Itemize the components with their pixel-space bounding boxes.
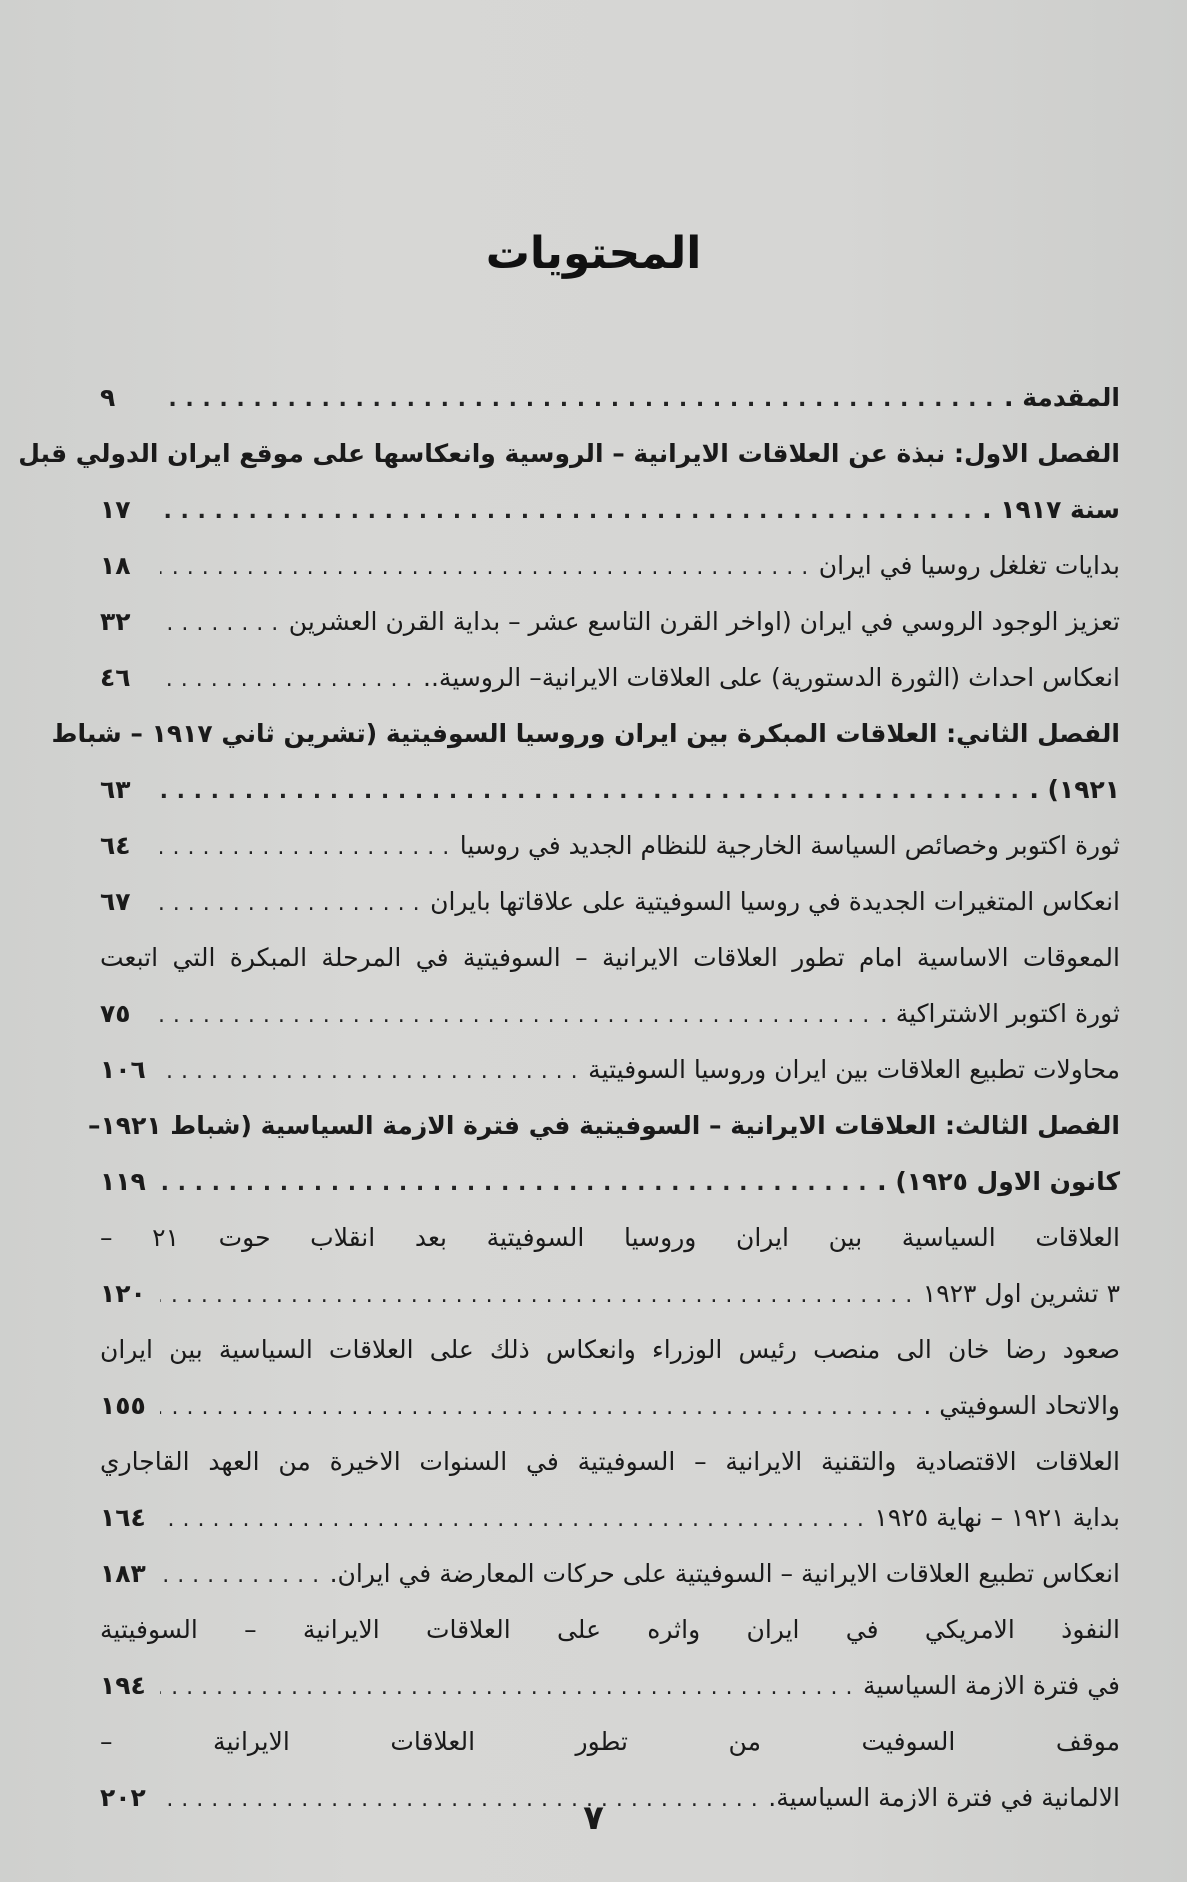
dot-leader bbox=[160, 652, 423, 708]
toc-entry-title: ثورة اكتوبر الاشتراكية . bbox=[879, 999, 1120, 1028]
toc-entry-introduction[interactable] bbox=[100, 370, 1120, 426]
toc-page-number: ٣٢ bbox=[100, 607, 131, 636]
toc-page-number: ١٢٠ bbox=[100, 1279, 146, 1308]
toc-entry-line bbox=[100, 1322, 1120, 1378]
toc-entry-last-line bbox=[100, 370, 1120, 426]
toc-entry-title: بدايات تغلغل روسيا في ايران bbox=[818, 551, 1120, 580]
table-of-contents bbox=[18, 370, 1120, 1826]
toc-entry-last-line bbox=[100, 650, 1120, 706]
toc-page-number: ١٧ bbox=[100, 495, 131, 524]
toc-page-number: ٢٠٢ bbox=[100, 1783, 146, 1812]
toc-entry[interactable] bbox=[100, 538, 1120, 594]
toc-entry-last-line bbox=[100, 1378, 1120, 1434]
toc-entry-line bbox=[51, 706, 1120, 762]
dot-leader bbox=[160, 484, 982, 540]
toc-entry-title: المعوقات الاساسية امام تطور العلاقات الايرانية – السوفيتية في المرحلة المبكرة التي اتبعت bbox=[100, 943, 1120, 972]
toc-page-number: ١٦٤ bbox=[100, 1503, 146, 1532]
toc-entry-line bbox=[100, 1714, 1120, 1770]
toc-entry[interactable] bbox=[100, 594, 1120, 650]
toc-page-number: ١٨ bbox=[100, 551, 131, 580]
toc-entry-title: موقف السوفيت من تطور العلاقات الايرانية – bbox=[100, 1727, 1120, 1756]
toc-page-number: ٦٧ bbox=[100, 887, 131, 916]
toc-entry[interactable] bbox=[100, 818, 1120, 874]
dot-leader bbox=[160, 1548, 330, 1604]
toc-entry-title: الالمانية في فترة الازمة السياسية. bbox=[768, 1783, 1120, 1812]
dot-leader bbox=[160, 876, 430, 932]
toc-entry[interactable] bbox=[100, 1210, 1120, 1322]
toc-entry-title: انعكاس تطبيع العلاقات الايرانية – السوفيتية على حركات المعارضة في ايران. bbox=[329, 1559, 1120, 1588]
dot-leader bbox=[160, 1268, 923, 1324]
dot-leader bbox=[160, 1660, 863, 1716]
toc-entry-last-line bbox=[100, 1546, 1120, 1602]
dot-leader bbox=[160, 1380, 923, 1436]
toc-entry[interactable] bbox=[100, 1322, 1120, 1434]
toc-entry-title: انعكاس المتغيرات الجديدة في روسيا السوفيتية على علاقاتها بايران bbox=[430, 887, 1120, 916]
toc-entry-last-line bbox=[100, 762, 1120, 818]
toc-entry-title: سنة ١٩١٧ . bbox=[982, 495, 1120, 524]
toc-entry-last-line bbox=[100, 986, 1120, 1042]
toc-page-number: ١٨٣ bbox=[100, 1559, 146, 1588]
dot-leader bbox=[160, 596, 289, 652]
toc-entry-chapter-1[interactable] bbox=[18, 426, 1120, 538]
toc-page-number: ٧٥ bbox=[100, 999, 131, 1028]
toc-entry-title: محاولات تطبيع العلاقات بين ايران وروسيا السوفيتية bbox=[588, 1055, 1120, 1084]
toc-entry-last-line bbox=[100, 594, 1120, 650]
dot-leader bbox=[160, 1156, 877, 1212]
toc-entry[interactable] bbox=[100, 874, 1120, 930]
toc-entry[interactable] bbox=[100, 930, 1120, 1042]
toc-page-number: ١٩٤ bbox=[100, 1671, 146, 1700]
toc-entry-line bbox=[100, 1210, 1120, 1266]
toc-entry-line bbox=[100, 1434, 1120, 1490]
toc-entry-chapter-2[interactable] bbox=[51, 706, 1120, 818]
toc-entry-line bbox=[100, 1602, 1120, 1658]
toc-entry-title: في فترة الازمة السياسية bbox=[862, 1671, 1120, 1700]
dot-leader bbox=[160, 540, 819, 596]
toc-entry-last-line bbox=[100, 874, 1120, 930]
toc-page-number: ٦٣ bbox=[100, 775, 131, 804]
dot-leader bbox=[160, 820, 460, 876]
toc-entry-title: العلاقات السياسية بين ايران وروسيا السوفيتية بعد انقلاب حوت ٢١ – bbox=[100, 1223, 1120, 1252]
toc-entry-title: انعكاس احداث (الثورة الدستورية) على العلاقات الايرانية– الروسية.. bbox=[423, 663, 1120, 692]
toc-entry-title: الفصل الاول: نبذة عن العلاقات الايرانية – الروسية وانعكاسها على موقع ايران الدولي قبل bbox=[18, 439, 1120, 468]
dot-leader bbox=[160, 1044, 588, 1100]
toc-entry[interactable] bbox=[100, 1042, 1120, 1098]
toc-entry-title: كانون الاول ١٩٢٥) . bbox=[877, 1167, 1120, 1196]
toc-entry-title: الفصل الثاني: العلاقات المبكرة بين ايران وروسيا السوفيتية (تشرين ثاني ١٩١٧ – شباط bbox=[51, 719, 1120, 748]
dot-leader bbox=[160, 988, 880, 1044]
toc-entry-last-line bbox=[100, 1658, 1120, 1714]
toc-entry[interactable] bbox=[100, 1602, 1120, 1714]
toc-entry-title: الفصل الثالث: العلاقات الايرانية – السوفيتية في فترة الازمة السياسية (شباط ١٩٢١– bbox=[88, 1111, 1120, 1140]
toc-page-number: ٦٤ bbox=[100, 831, 131, 860]
toc-entry-last-line bbox=[100, 1266, 1120, 1322]
toc-page-number: ١٥٥ bbox=[100, 1391, 146, 1420]
toc-entry-title: ثورة اكتوبر وخصائص السياسة الخارجية للنظام الجديد في روسيا bbox=[459, 831, 1120, 860]
toc-entry-last-line bbox=[100, 538, 1120, 594]
toc-entry[interactable] bbox=[100, 1434, 1120, 1546]
toc-page-number: ٤٦ bbox=[100, 663, 131, 692]
toc-entry[interactable] bbox=[100, 1546, 1120, 1602]
toc-entry-line bbox=[88, 1098, 1120, 1154]
toc-entry-title: ٣ تشرين اول ١٩٢٣ bbox=[922, 1279, 1120, 1308]
dot-leader bbox=[160, 372, 1004, 428]
toc-entry-line bbox=[100, 930, 1120, 986]
toc-entry-title: النفوذ الامريكي في ايران واثره على العلاقات الايرانية – السوفيتية bbox=[100, 1615, 1120, 1644]
toc-entry-last-line bbox=[100, 1154, 1120, 1210]
toc-entry-title: ١٩٢١) . bbox=[1029, 775, 1120, 804]
toc-entry-line bbox=[18, 426, 1120, 482]
dot-leader bbox=[160, 764, 1029, 820]
toc-entry-last-line bbox=[100, 482, 1120, 538]
toc-entry-last-line bbox=[100, 818, 1120, 874]
toc-entry-chapter-3[interactable] bbox=[88, 1098, 1120, 1210]
toc-entry-last-line bbox=[100, 1042, 1120, 1098]
toc-page-number: ١٠٦ bbox=[100, 1055, 146, 1084]
toc-entry-title: تعزيز الوجود الروسي في ايران (اواخر القرن التاسع عشر – بداية القرن العشرين bbox=[288, 607, 1120, 636]
page-title: المحتويات bbox=[485, 228, 702, 279]
dot-leader bbox=[160, 1492, 874, 1548]
toc-entry-last-line bbox=[100, 1490, 1120, 1546]
toc-entry-title: صعود رضا خان الى منصب رئيس الوزراء وانعكاس ذلك على العلاقات السياسية بين ايران bbox=[100, 1335, 1120, 1364]
toc-entry-title: المقدمة . bbox=[1004, 383, 1120, 412]
toc-entry-title: والاتحاد السوفيتي . bbox=[923, 1391, 1120, 1420]
toc-entry[interactable] bbox=[100, 650, 1120, 706]
toc-entry-title: العلاقات الاقتصادية والتقنية الايرانية – السوفيتية في السنوات الاخيرة من العهد القاجاري bbox=[100, 1447, 1120, 1476]
toc-entry-title: بداية ١٩٢١ – نهاية ١٩٢٥ bbox=[874, 1503, 1120, 1532]
toc-page-number: ١١٩ bbox=[100, 1167, 146, 1196]
toc-page-number: ٩ bbox=[100, 383, 116, 412]
page-number: ٧ bbox=[583, 1798, 604, 1838]
